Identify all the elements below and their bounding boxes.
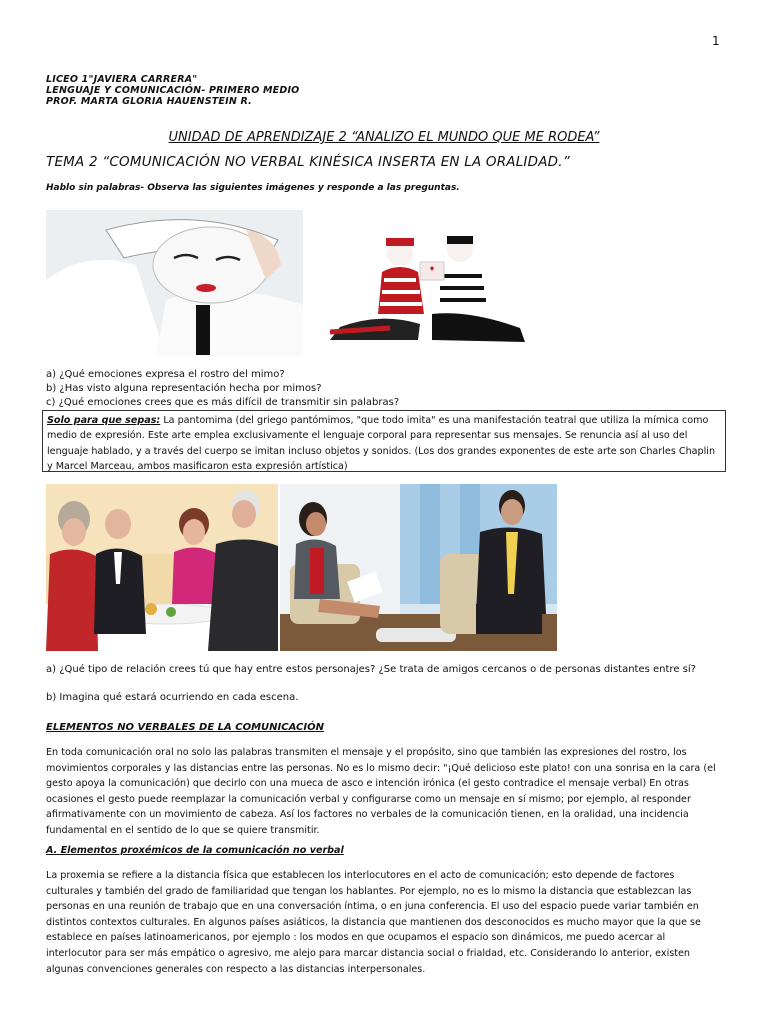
info-box-lead: Solo para que sepas: <box>47 415 161 426</box>
info-box-text: La pantomima (del griego pantómimos, "que todo imita" es una manifestación teatral que utiliza la mímica como medio de expresión. Este arte emplea exclusivamente el lenguaje corporal para representar sus mensajes. Se renuncia así al uso del lenguaje hablado, y a través del cuerpo se imitan incluso objetos y sonidos. (Los dos grandes exponentes de este arte son Charles Chaplin y Marcel Marceau, ambos masificaron esta expresión artística) <box>47 415 716 473</box>
question-2b: b) Imagina qué estará ocurriendo en cada escena. <box>46 692 299 703</box>
subject-line: LENGUAJE Y COMUNICACIÓN- PRIMERO MEDIO <box>46 85 300 96</box>
intro-instruction: Hablo sin palabras- Observa las siguientes imágenes y responde a las preguntas. <box>46 183 460 193</box>
unit-title: UNIDAD DE APRENDIZAJE 2 “ANALIZO EL MUNDO QUE ME RODEA” <box>168 130 600 145</box>
subsection-paragraph: La proxemia se refiere a la distancia física que establecen los interlocutores en el acto de comunicación; esto depende de factores culturales y también del grado de familiaridad que tengan los hablantes. Por ejemplo, no es lo mismo la distancia que establezcan las personas en una reunión de trabajo que en una conversación íntima, o en juna conferencia. El uso del espacio puede variar también en distintos contextos culturales. En algunos países asiáticos, la distancia que mantienen dos desconocidos es mucho mayor que la que se establece en países latinoamericanos, por ejemplo : los modos en que ocupamos el espacio son dinámicos, me puedo acercar al interlocutor para ser más empático o agresivo, me alejo para marcar distancia social o frialdad, etc. Considerando lo anterior, existen algunas convenciones generales con respecto a las distancias interpersonales. <box>46 870 701 975</box>
section-title: ELEMENTOS NO VERBALES DE LA COMUNICACIÓN <box>46 722 324 733</box>
school-name: LICEO 1"JAVIERA CARRERA" <box>46 74 198 85</box>
question-1a: a) ¿Qué emociones expresa el rostro del mimo? <box>46 369 285 380</box>
mime-couple-photo <box>320 232 532 348</box>
question-1c: c) ¿Qué emociones crees que es más difícil de transmitir sin palabras? <box>46 397 400 408</box>
info-box <box>42 410 726 472</box>
question-2a: a) ¿Qué tipo de relación crees tú que hay entre estos personajes? ¿Se trata de amigos cercanos o de personas distantes entre sí? <box>46 664 696 675</box>
section-paragraph: En toda comunicación oral no solo las palabras transmiten el mensaje y el propósito, sino que también las expresiones del rostro, los movimientos corporales y las distancias entre las personas. No es lo mismo decir: "¡Qué delicioso este plato! con una sonrisa en la cara (el gesto apoya la comunicación) que decirlo con una mueca de asco e intención irónica (el gesto contradice el mensaje verbal) En otras ocasiones el gesto puede reemplazar la comunicación verbal y configurarse como un mensaje en sí mismo; por ejemplo, al responder afirmativamente con un movimiento de cabeza. Así los factores no verbales de la comunicación tienen, en la oralidad, una incidencia fundamental en el sentido de lo que se quiere transmitir. <box>46 747 716 836</box>
dinner-scene-photo <box>46 484 278 651</box>
interview-scene-photo <box>280 484 557 651</box>
question-1b: b) ¿Has visto alguna representación hecha por mimos? <box>46 383 322 394</box>
page-number: 1 <box>712 34 720 48</box>
subsection-title: A. Elementos proxémicos de la comunicación no verbal <box>46 845 344 856</box>
topic-title: TEMA 2 “COMUNICACIÓN NO VERBAL KINÉSICA INSERTA EN LA ORALIDAD.” <box>46 154 570 170</box>
mime-face-photo <box>46 210 303 356</box>
teacher-name: PROF. MARTA GLORIA HAUENSTEIN R. <box>46 96 252 107</box>
